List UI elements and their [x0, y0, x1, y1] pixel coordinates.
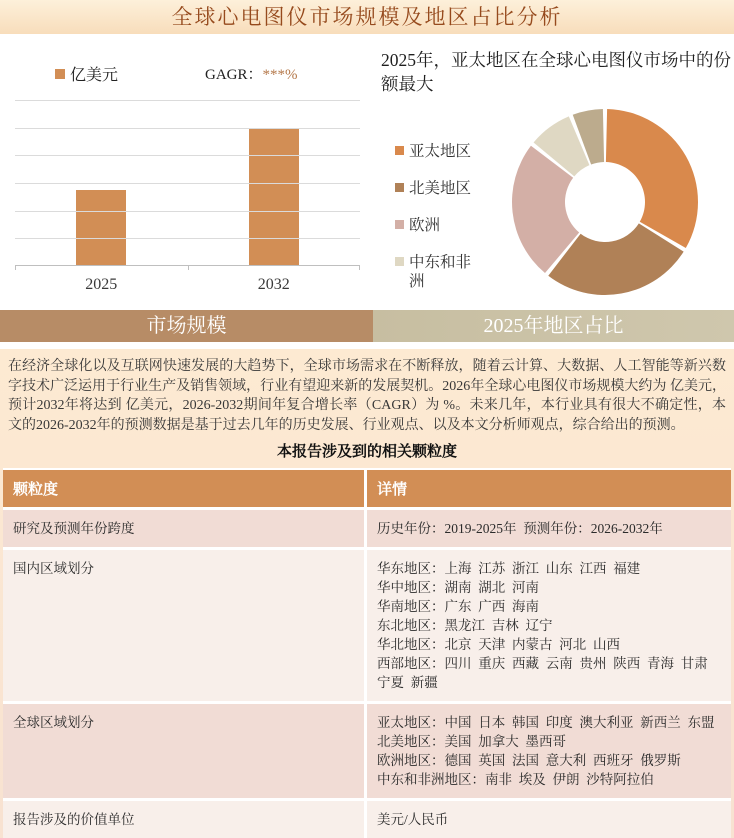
section-tabs — [0, 310, 734, 342]
pie-legend-swatch — [395, 220, 404, 229]
pie-legend-swatch — [395, 257, 404, 266]
pie-legend-label: 中东和非洲 — [409, 254, 472, 290]
bar-legend — [55, 62, 118, 85]
pie-legend-swatch — [395, 146, 404, 155]
gridline — [15, 238, 360, 239]
cagr-label — [205, 63, 298, 84]
pie-legend-label: 欧洲 — [409, 217, 441, 234]
pie-legend-item — [395, 216, 475, 235]
donut-segment-亚太地区 — [606, 109, 698, 248]
cagr-prefix: GAGR： — [205, 67, 263, 83]
table-row-detail — [367, 801, 731, 838]
x-axis-labels — [15, 276, 360, 294]
table-header-granularity: 颗粒度 — [3, 470, 364, 507]
table-row-detail — [367, 704, 731, 798]
tab-region-share[interactable]: 2025年地区占比 — [373, 310, 734, 342]
pie-legend-item — [395, 142, 475, 161]
cagr-masked-value: ***% — [262, 67, 298, 83]
table-row-detail — [367, 550, 731, 701]
donut-chart — [505, 102, 705, 302]
gridline — [15, 128, 360, 129]
gridline — [15, 211, 360, 212]
tab-market-size[interactable]: 市场规模 — [0, 310, 373, 342]
x-tick-label: 2025 — [85, 276, 118, 293]
page-title: 全球心电图仪市场规模及地区占比分析 — [0, 0, 734, 34]
gridline — [15, 183, 360, 184]
table-row-detail — [367, 510, 731, 547]
table-header-detail: 详情 — [367, 470, 731, 507]
report-body — [0, 349, 734, 838]
detail-line: 华北地区：北京 天津 内蒙古 河北 山西 — [377, 637, 620, 652]
detail-line: 欧洲地区：德国 英国 法国 意大利 西班牙 俄罗斯 — [377, 753, 681, 768]
pie-chart-panel — [373, 42, 734, 302]
pie-legend-item — [395, 179, 475, 198]
x-tick-label: 2032 — [257, 276, 290, 293]
axis-tick — [15, 266, 16, 270]
table-title: 本报告涉及到的相关颗粒度 — [276, 444, 457, 460]
detail-line: 中东和非洲地区：南非 埃及 伊朗 沙特阿拉伯 — [377, 772, 654, 787]
summary-paragraph: 在经济全球化以及互联网快速发展的大趋势下，全球市场需求在不断释放，随着云计算、大数据、人工智能等新兴数字技术广泛运用于行业生产及销售领域，行业有望迎来新的发展契机。2026年全球心电图仪市场规模大约为 亿美元，预计2032年将达到 亿美元，2026-2032期间年复合增长率（CAGR）为 %。未来几年，本行业具有很大不确定性，本文的2026-2032年的预测数据是基于过去几年的历史发展、行业观点、以及本文分析师观点，综合给出的预测。 — [8, 359, 726, 433]
detail-line: 美元/人民币 — [377, 812, 449, 827]
table-row-label: 国内区域划分 — [3, 550, 364, 701]
gridline — [15, 155, 360, 156]
detail-line: 历史年份：2019-2025年 预测年份：2026-2032年 — [377, 521, 663, 536]
detail-line: 华南地区：广东 广西 海南 — [377, 599, 539, 614]
pie-heading: 2025年，亚太地区在全球心电图仪市场中的份额最大 — [381, 50, 731, 94]
axis-tick — [188, 266, 189, 270]
pie-legend-item — [395, 253, 475, 291]
pie-legend-label: 亚太地区 — [409, 143, 472, 160]
detail-line: 西部地区：四川 重庆 西藏 云南 贵州 陕西 青海 甘肃 宁夏 新疆 — [377, 656, 715, 690]
table-row-label: 全球区域划分 — [3, 704, 364, 798]
table-row-label: 研究及预测年份跨度 — [3, 510, 364, 547]
charts-row — [0, 42, 734, 302]
detail-line: 东北地区：黑龙江 吉林 辽宁 — [377, 618, 553, 633]
detail-line: 华中地区：湖南 湖北 河南 — [377, 580, 539, 595]
bar-chart-panel — [0, 42, 373, 302]
granularity-table — [3, 468, 731, 838]
pie-legend — [395, 142, 475, 309]
gridline — [15, 100, 360, 101]
detail-line: 华东地区：上海 江苏 浙江 山东 江西 福建 — [377, 561, 641, 576]
table-row-label: 报告涉及的价值单位 — [3, 801, 364, 838]
detail-line: 北美地区：美国 加拿大 墨西哥 — [377, 734, 566, 749]
bar-plot — [15, 100, 360, 266]
bar-2025 — [76, 190, 126, 266]
detail-line: 亚太地区：中国 日本 韩国 印度 澳大利亚 新西兰 东盟 — [377, 715, 715, 730]
bar-legend-swatch — [55, 69, 65, 79]
pie-legend-swatch — [395, 183, 404, 192]
bar-2032 — [249, 128, 299, 266]
pie-legend-label: 北美地区 — [409, 180, 472, 197]
axis-tick — [359, 266, 360, 270]
bar-legend-label: 亿美元 — [70, 67, 119, 84]
